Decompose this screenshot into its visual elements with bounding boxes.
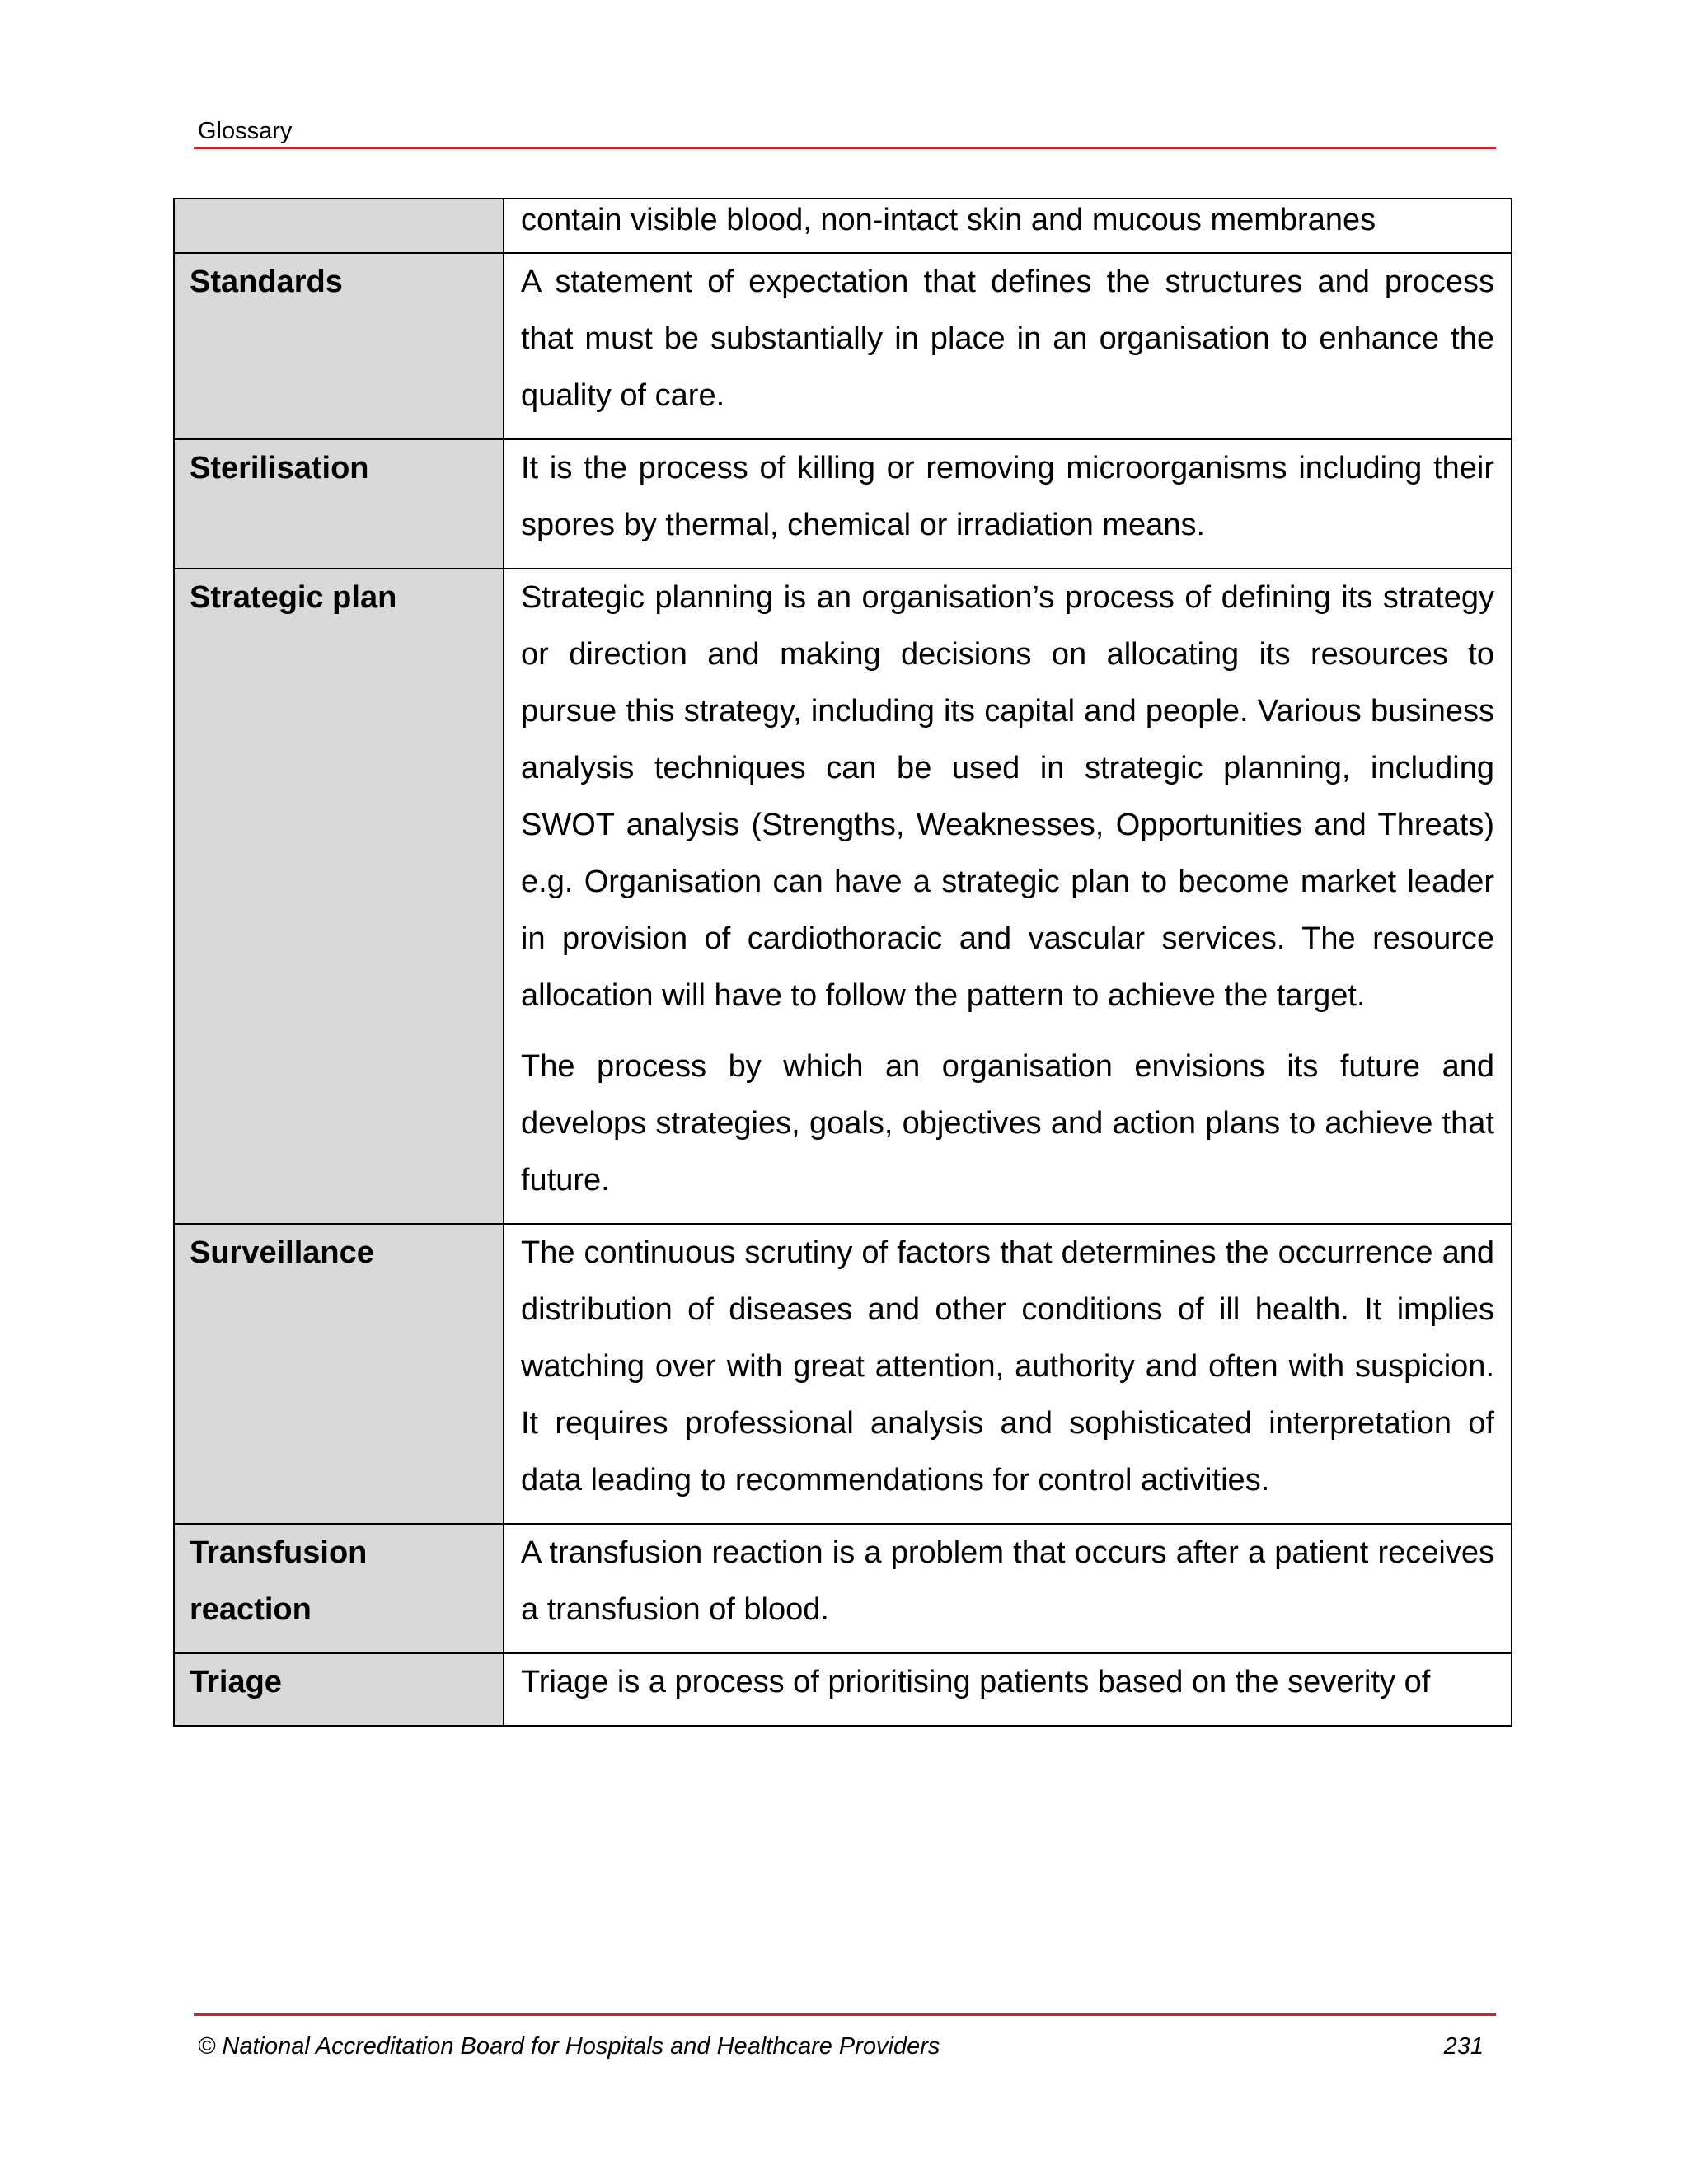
definition-cell bbox=[504, 253, 1512, 439]
definition-cell bbox=[504, 569, 1512, 1224]
footer-copyright: © National Accreditation Board for Hospitals and Healthcare Providers bbox=[198, 2033, 940, 2060]
table-row-surveillance bbox=[174, 1224, 1512, 1524]
definition-cell bbox=[504, 1224, 1512, 1524]
definition-paragraph: A transfusion reaction is a problem that occurs after a patient receives a transfusion of blood. bbox=[521, 1535, 1494, 1627]
definition-paragraph: Triage is a process of prioritising patients based on the severity of bbox=[521, 1665, 1431, 1699]
header-rule bbox=[194, 147, 1496, 149]
definition-paragraph: The process by which an organisation envisions its future and develops strategies, goals, objectives and action plans to achieve that future. bbox=[521, 1049, 1494, 1197]
definition-cell bbox=[504, 199, 1512, 253]
glossary-table bbox=[173, 198, 1512, 1727]
term-cell: Triage bbox=[174, 1653, 504, 1726]
definition-paragraph: Strategic planning is an organisation’s process of defining its strategy or direction and making decisions on allocating its resources to pursue this strategy, including its capital and people. Various business analysis techniques can be used in strategic planning, including SWOT analysis (Strengths, Weaknesses, Opportunities and Threats) e.g. Organisation can have a strategic plan to become market leader in provision of cardiothoracic and vascular services. The resource allocation will have to follow the pattern to achieve the target. bbox=[521, 580, 1494, 1013]
term-cell: Standards bbox=[174, 253, 504, 439]
table-row-continuation bbox=[174, 199, 1512, 253]
footer-rule bbox=[194, 2013, 1496, 2016]
term-cell: Surveillance bbox=[174, 1224, 504, 1524]
definition-cell bbox=[504, 1524, 1512, 1653]
table-row-standards bbox=[174, 253, 1512, 439]
definition-paragraph: It is the process of killing or removing microorganisms including their spores by thermal, chemical or irradiation means. bbox=[521, 451, 1494, 542]
table-row-transfusion-reaction bbox=[174, 1524, 1512, 1653]
definition-paragraph: A statement of expectation that defines the structures and process that must be substantially in place in an organisation to enhance the quality of care. bbox=[521, 265, 1494, 413]
term-cell-empty bbox=[174, 199, 504, 253]
running-header: Glossary bbox=[198, 118, 293, 144]
table-row-sterilisation bbox=[174, 439, 1512, 569]
definition-cell bbox=[504, 1653, 1512, 1726]
term-cell: Transfusion reaction bbox=[174, 1524, 504, 1653]
term-cell: Sterilisation bbox=[174, 439, 504, 569]
term-cell: Strategic plan bbox=[174, 569, 504, 1224]
table-row-triage bbox=[174, 1653, 1512, 1726]
definition-paragraph: The continuous scrutiny of factors that determines the occurrence and distribution of diseases and other conditions of ill health. It implies watching over with great attention, authority and often with suspicion. It requires professional analysis and sophisticated interpretation of data leading to recommendations for control activities. bbox=[521, 1235, 1494, 1497]
table-row-strategic-plan bbox=[174, 569, 1512, 1224]
page-number: 231 bbox=[1443, 2033, 1484, 2060]
definition-cell bbox=[504, 439, 1512, 569]
definition-continuation: contain visible blood, non-intact skin and mucous membranes bbox=[521, 203, 1376, 237]
